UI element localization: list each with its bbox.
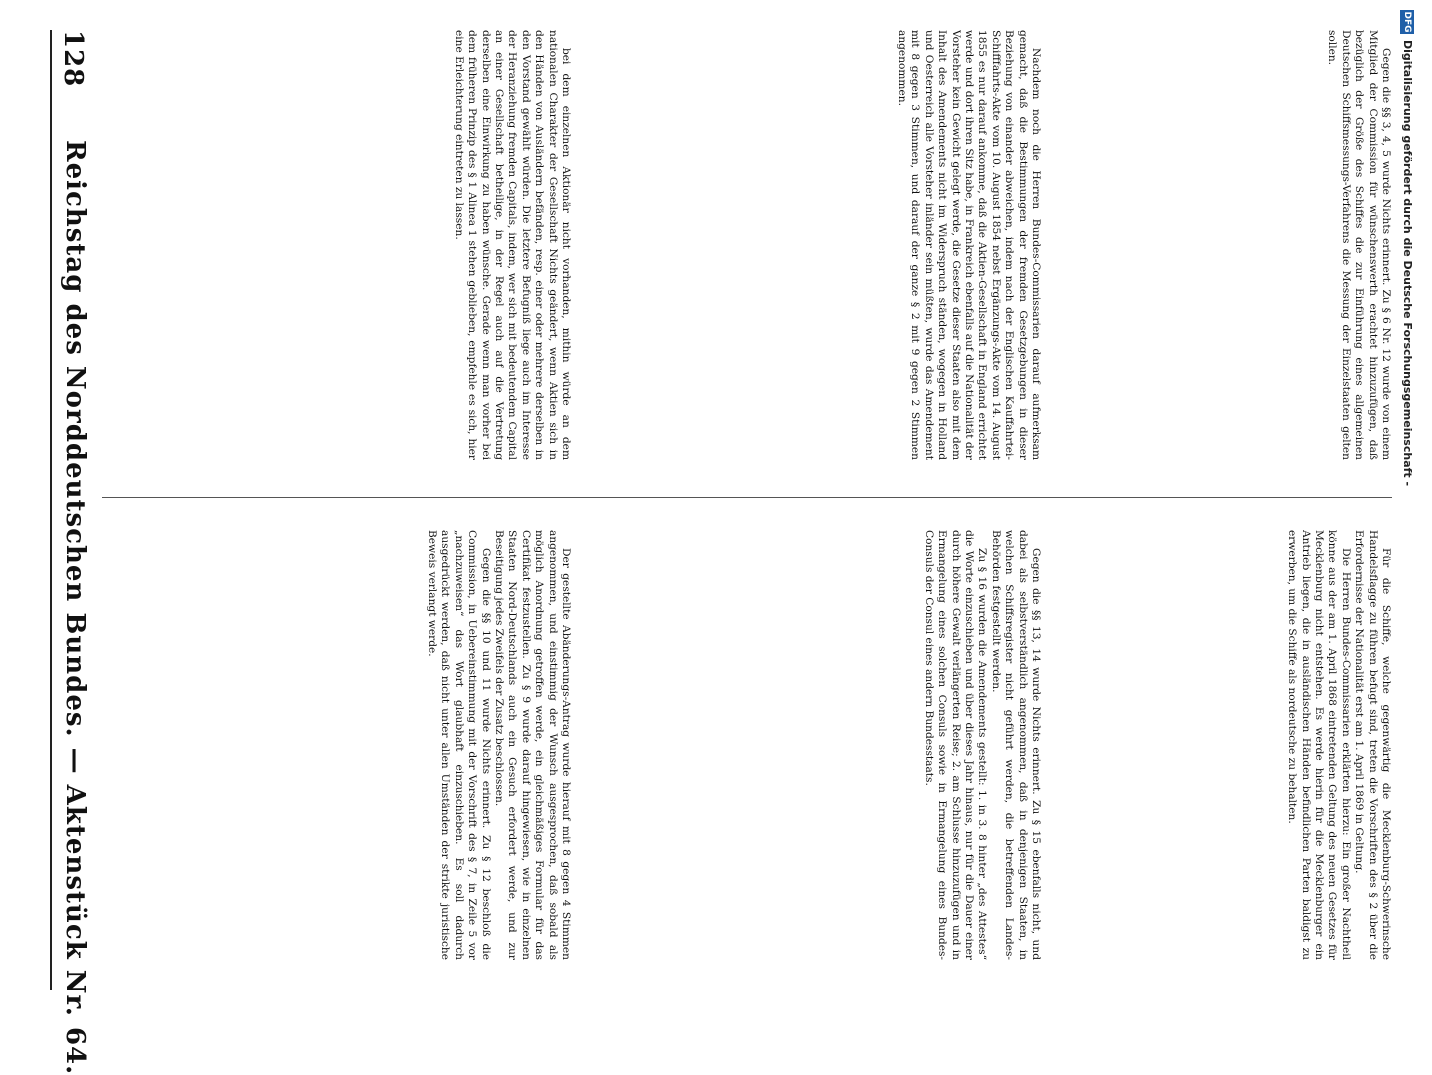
digitization-credit [1398,10,1414,570]
left-column-top [102,30,572,460]
paragraph: Gegen die §§ 3, 4, 5 wurde Nichts erinnert. Zu § 6 Nr. 12 wurde von einem Mitglied der Commission für wünschenswerth erachtet hinzuzufügen, daß bezüglich der Größe des Schiffes die zur Einführung eines allgemeinen Deutschen Schiffsmessungs-Verfahrens die Messung der Einzelstaaten gelten sollen. [1326,30,1392,460]
paragraph: Gegen die §§ 10 und 11 wurde Nichts erinnert. Zu § 12 beschloß die Commission, in Uebereinstimmung mit der Vorschrift des § 7, in Zeile 5 vor „nachzuweisen“ das Wort glaubhaft einzuschieben. Es soll dadurch ausgedrückt werden, daß nicht unter allen Umständen der strikte juristische Beweis verlangt werde. [425,530,492,960]
right-column-top [102,530,572,960]
page-header [50,30,92,1075]
column-divider [102,497,1392,498]
paragraph: Für die Schiffe, welche gegenwärtig die Mecklenburg-Schwerinsche Handelsflagge zu führen befugt sind, treten die Vorschriften des § 2 über die Erfordernisse der Nationalität erst am 1. April 1869 in Geltung. [1353,530,1392,960]
left-column-bottom [1052,30,1392,460]
credit-text: Digitalisierung gefördert durch die Deutsche Forschungsgemeinschaft - [1401,40,1414,487]
right-column-bottom [1052,530,1392,960]
page-number: 128 [58,30,88,88]
left-column-middle [582,30,1042,460]
paragraph: Zu § 16 wurden die Amendements gestellt: 1. in 3. 8 hinter „des Attestes“ die Worte einzuschieben und über dieses Jahr hinaus, nur für die Dauer einer durch höhere Gewalt verlängerten Reise; 2. am Schlusse hinzuzufügen und in Ermangelung eines solchen Consuls sowie in Ermangelung eines Bundes-Consuls der Consul eines andern Bundesstaats. [922,530,989,960]
dfg-logo: DFG [1402,11,1412,33]
paragraph: Gegen die §§ 13, 14 wurde Nichts erinnert. Zu § 15 ebenfalls nicht, und dabei als selbstverständlich angenommen, daß in denjenigen Staaten, in welchen Schiffsregister nicht geführt werden, die betreffenden Landes-Behörden festgestellt werden. [989,530,1042,960]
paragraph: Nachdem noch die Herren Bundes-Commissarien darauf aufmerksam gemacht, daß die Bestimmungen der fremden Gesetzgebungen in dieser Beziehung von einander abweichen, indem nach der Englischen Kauffahrtei-Schifffahrts-Akte vom 10. August 1854 nebst Ergänzungs-Akte vom 14. August 1855 es nur darauf ankomme, daß die Aktien-Gesellschaft in England errichtet werde und dort ihren Sitz habe, in Frankreich ebenfalls auf die Nationalität der Vorsteher kein Gewicht gelegt werde, die Gesetze dieser Staaten also mit dem Inhalt des Amendements nicht im Widerspruch ständen, wogegen in Holland und Oesterreich alle Vorsteher inländer sein müßten, wurde das Amendement mit 8 gegen 3 Stimmen, und darauf der ganze § 2 mit 9 gegen 2 Stimmen angenommen. [895,30,1042,460]
paragraph: Der gestellte Abänderungs-Antrag wurde hierauf mit 8 gegen 4 Stimmen angenommen, und einstimmig der Wunsch ausgesprochen, daß sobald als möglich Anordnung getroffen werde, ein gleichmäßiges Formular für das Certifikat festzustellen. Zu § 9 wurde darauf hingewiesen, wie in einzelnen Staaten Nord-Deutschlands auch ein Gesuch erfordert werde, und zur Beseitigung jedes Zweifels der Zusatz beschlossen. [492,530,572,960]
paragraph: Die Herren Bundes-Commissarien erklärten hierzu: Ein großer Nachtheil könne aus der am 1. April 1868 eintretenden Geltung des neuen Gesetzes für Mecklenburg nicht entstehen. Es werde hierin für die Mecklenburger ein Antrieb liegen, die in ausländischen Händen befindlichen Parten baldigst zu erwerben, um die Schiffe als nordeutsche zu behalten. [1286,530,1352,960]
running-head: Reichstag des Norddeutschen Bundes. — Aktenstück Nr. 64. [60,140,90,1075]
right-column-middle [582,530,1042,960]
paragraph: bei dem einzelnen Aktionär nicht vorhanden, mithin würde an dem nationalen Charakter der Gesellschaft Nichts geändert, wenn Aktien sich in den Händen von Ausländern befänden, resp. einer oder mehrere derselben in den Vorstand gewählt würden. Die letztere Befugniß liege auch im Interesse der Heranziehung fremden Capitals, indem, wer sich mit bedeutendem Capital an einer Gesellschaft betheilige, in der Regel auch auf die Vertretung derselben eine Einwirkung zu haben wünsche. Gerade wenn man vorher bei dem früheren Prinzip des § 1 Alinea 1 stehen geblieben, empfehle es sich, hier eine Erleichterung eintreten zu lassen. [452,30,572,460]
